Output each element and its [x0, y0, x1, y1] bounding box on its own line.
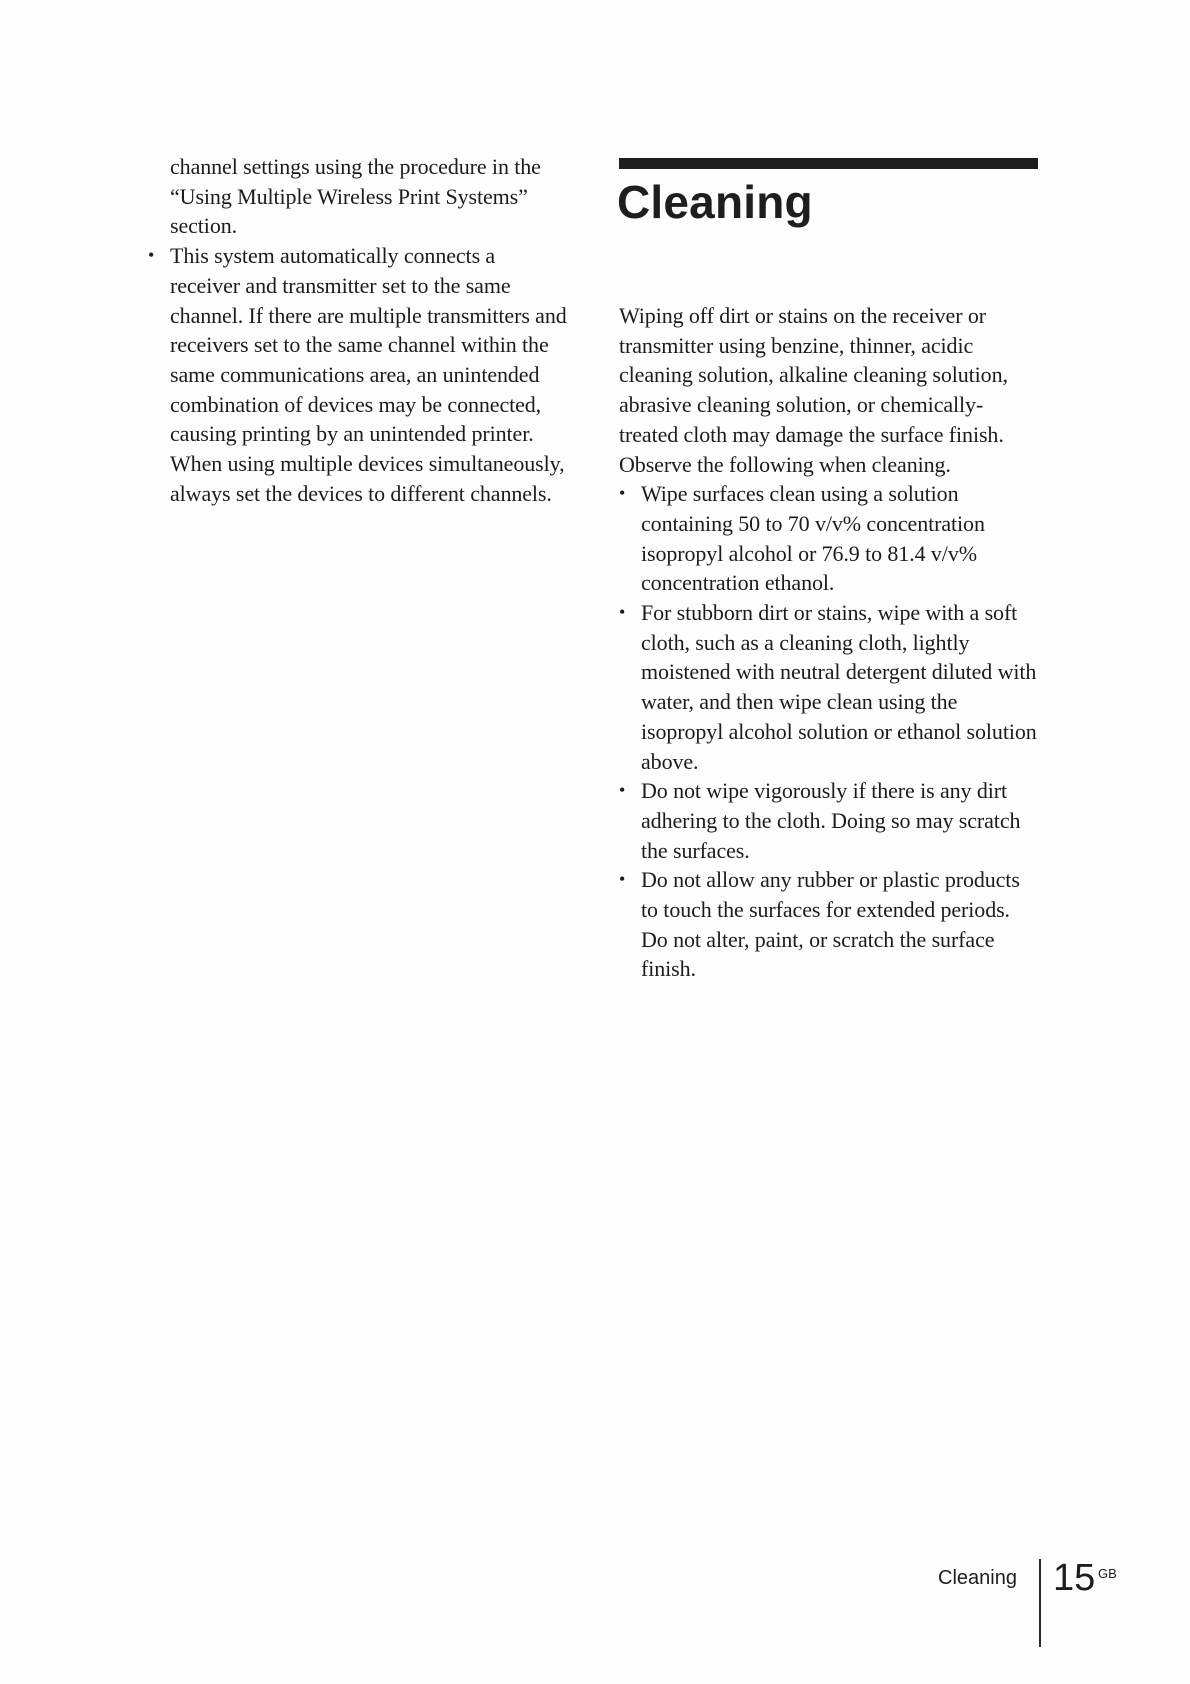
list-item: • Do not wipe vigorously if there is any dirt adhering to the cloth. Doing so may scratch the surfaces.: [619, 776, 1039, 865]
page-number-suffix: GB: [1098, 1566, 1117, 1581]
intro-paragraph: Wiping off dirt or stains on the receiver or transmitter using benzine, thinner, acidic cleaning solution, alkaline cleaning solution, abrasive cleaning solution, or chemically-treated cloth may damage the surface finish. Observe the following when cleaning.: [619, 303, 1008, 477]
page-number: 15: [1053, 1557, 1096, 1599]
heading-rule: [619, 158, 1038, 169]
list-item: • This system automatically connects a receiver and transmitter set to the same channel. If there are multiple transmitters and receivers set to the same channel within the same communications area, an unintended combination of devices may be connected, causing printing by an unintended printer. When using multiple devices simultaneously, always set the devices to different channels.: [148, 241, 570, 508]
continuation-paragraph: channel settings using the procedure in the “Using Multiple Wireless Print Systems” section.: [170, 154, 541, 239]
left-bullet-list: [170, 241, 570, 508]
right-column: [619, 301, 1039, 984]
list-item: • Do not allow any rubber or plastic products to touch the surfaces for extended periods. Do not alter, paint, or scratch the surface finish.: [619, 865, 1039, 984]
cleaning-bullet-list: [619, 479, 1039, 984]
list-item: • Wipe surfaces clean using a solution containing 50 to 70 v/v% concentration isopropyl alcohol or 76.9 to 81.4 v/v% concentration ethanol.: [619, 479, 1039, 598]
left-column: [170, 152, 570, 508]
section-title: Cleaning: [617, 176, 813, 228]
list-item: • For stubborn dirt or stains, wipe with a soft cloth, such as a cleaning cloth, lightly moistened with neutral detergent diluted with water, and then wipe clean using the isopropyl alcohol solution or ethanol solution above.: [619, 598, 1039, 776]
footer-divider: [1039, 1559, 1041, 1647]
footer-section-label: Cleaning: [938, 1567, 1017, 1589]
